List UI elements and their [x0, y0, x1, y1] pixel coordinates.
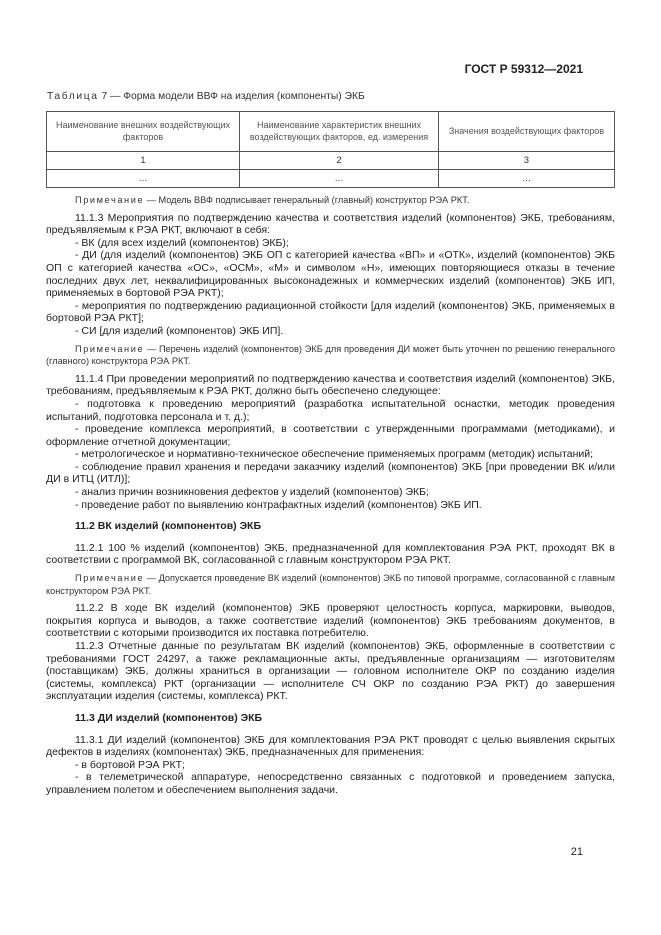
note	[46, 343, 615, 368]
list-item: - проведение работ по выявлению контрафактных изделий (компонентов) ЭКБ ИП.	[75, 498, 482, 511]
note-label: Примечание	[75, 343, 145, 354]
table-caption-text: 7 — Форма модели ВВФ на изделия (компоненты) ЭКБ	[98, 91, 365, 102]
table-row	[47, 152, 615, 170]
paragraph: 11.1.4 При проведении мероприятий по подтверждению качества и соответствия изделий (компонентов) ЭКБ, требованиям, предъявляемым к РЭА РКТ, должно быть обеспечено следующее:	[46, 372, 615, 398]
section-heading: 11.2 ВК изделий (компонентов) ЭКБ	[75, 520, 262, 533]
table-header-cell: Наименование характеристик внешних воздействующих факторов, ед. измерения	[240, 112, 439, 152]
list-item: - проведение комплекса мероприятий, в соответствии с утвержденными программами (методиками), и оформление отчетной документации;	[46, 423, 615, 448]
document-header: ГОСТ Р 59312—2021	[464, 62, 583, 76]
table-cell: …	[47, 170, 240, 188]
note	[46, 572, 615, 597]
paragraph: 11.1.3 Мероприятия по подтверждению качества и соответствия изделий (компонентов) ЭКБ, требованиям, предъявляемым к РЭА РКТ, включают в себя:	[46, 211, 615, 237]
list-item: - анализ причин возникновения дефектов у изделий (компонентов) ЭКБ;	[75, 486, 429, 499]
table-cell: …	[438, 170, 614, 188]
section-heading: 11.3 ДИ изделий (компонентов) ЭКБ	[75, 711, 263, 724]
list-item: - метрологическое и нормативно-техническое обеспечение применяемых программ (методик) испытаний;	[75, 448, 594, 461]
note	[46, 194, 615, 207]
table-header-row	[47, 112, 615, 152]
list-item: - ВК (для всех изделий (компонентов) ЭКБ);	[75, 236, 289, 249]
paragraph: 11.2.1 100 % изделий (компонентов) ЭКБ, предназначенной для комплектования РЭА РКТ, проходят ВК в соответствии с программой ВК, согласованной с главным конструктором РЭА РКТ.	[46, 541, 615, 567]
list-item: - в бортовой РЭА РКТ;	[75, 758, 185, 771]
note-label: Примечание	[75, 195, 145, 205]
table-caption	[47, 91, 365, 102]
list-item: - в телеметрической аппаратуре, непосредственно связанных с подготовкой и проведением запуска, управлением полетом и обеспечением выполнения задачи.	[46, 771, 615, 796]
table-cell: 2	[240, 152, 439, 170]
table-cell: …	[240, 170, 439, 188]
list-item: - ДИ (для изделий (компонентов) ЭКБ ОП с категорией качества «ВП» и «ОТК», изделий (компонентов) ЭКБ ОП с категорией качества «ОС», «ОСМ», «М» и символом «Н», имеющих повторяющиеся отказы в течение последних двух лет, неквалифицированных высоконадежных и коммерческих изделий (компонентов) ЭКБ ИП, применяемых в бортовой РЭА РКТ);	[46, 249, 615, 300]
note-text: — Допускается проведение ВК изделий (компонентов) ЭКБ по типовой программе, согласованной с главным конструктором РЭА РКТ.	[46, 573, 615, 596]
paragraph: 11.3.1 ДИ изделий (компонентов) ЭКБ для комплектования РЭА РКТ проводят с целью выявления скрытых дефектов в изделиях (компонентах) ЭКБ, предназначенных для применения:	[46, 733, 615, 759]
paragraph: 11.2.3 Отчетные данные по результатам ВК изделий (компонентов) ЭКБ, оформленные в соответствии с требованиями ГОСТ 24297, а также рекламационные акты, предъявленные организациям — изготовителям (поставщикам) ЭКБ, должны храниться в организации — головном исполнителе ОКР по созданию изделия (системы, комплекса) РКТ (организации — исполнителе СЧ ОКР по созданию РЭА РКТ) до завершения эксплуатации изделия (системы, комплекса) РКТ.	[46, 640, 615, 703]
table-cell: 1	[47, 152, 240, 170]
table-header-cell: Значения воздействующих факторов	[438, 112, 614, 152]
table-header-cell: Наименование внешних воздействующих факторов	[47, 112, 240, 152]
table-label: Таблица	[47, 91, 99, 102]
paragraph: 11.2.2 В ходе ВК изделий (компонентов) ЭКБ проверяют целостность корпуса, маркировки, выводов, покрытия корпуса и выводов, а также соответствие изделий (компонентов) ЭКБ требованиям документов, в соответствии с которыми производится их поставка потребителю.	[46, 602, 615, 640]
list-item: - соблюдение правил хранения и передачи заказчику изделий (компонентов) ЭКБ [при проведении ВК и/или ДИ в ИТЦ (ИТЛ)];	[46, 460, 615, 486]
list-item: - мероприятия по подтверждению радиационной стойкости [для изделий (компонентов) ЭКБ, применяемых в бортовой РЭА РКТ];	[46, 299, 615, 325]
page-number: 21	[570, 846, 583, 858]
note-text: — Перечень изделий (компонентов) ЭКБ для проведения ДИ может быть уточнен по решению генерального (главного) конструктора РЭА РКТ.	[46, 343, 615, 367]
table-cell: 3	[438, 152, 614, 170]
body-text	[46, 194, 615, 797]
table-row	[47, 170, 615, 188]
note-label: Примечание	[75, 573, 145, 584]
list-item: - подготовка к проведению мероприятий (разработка испытательной оснастки, методик проведения испытаний, подготовка персонала и т. д.);	[46, 397, 615, 423]
note-text: — Модель ВВФ подписывает генеральный (главный) конструктор РЭА РКТ.	[144, 195, 470, 205]
vvf-model-table	[46, 111, 615, 188]
list-item: - СИ [для изделий (компонентов) ЭКБ ИП].	[75, 324, 284, 337]
